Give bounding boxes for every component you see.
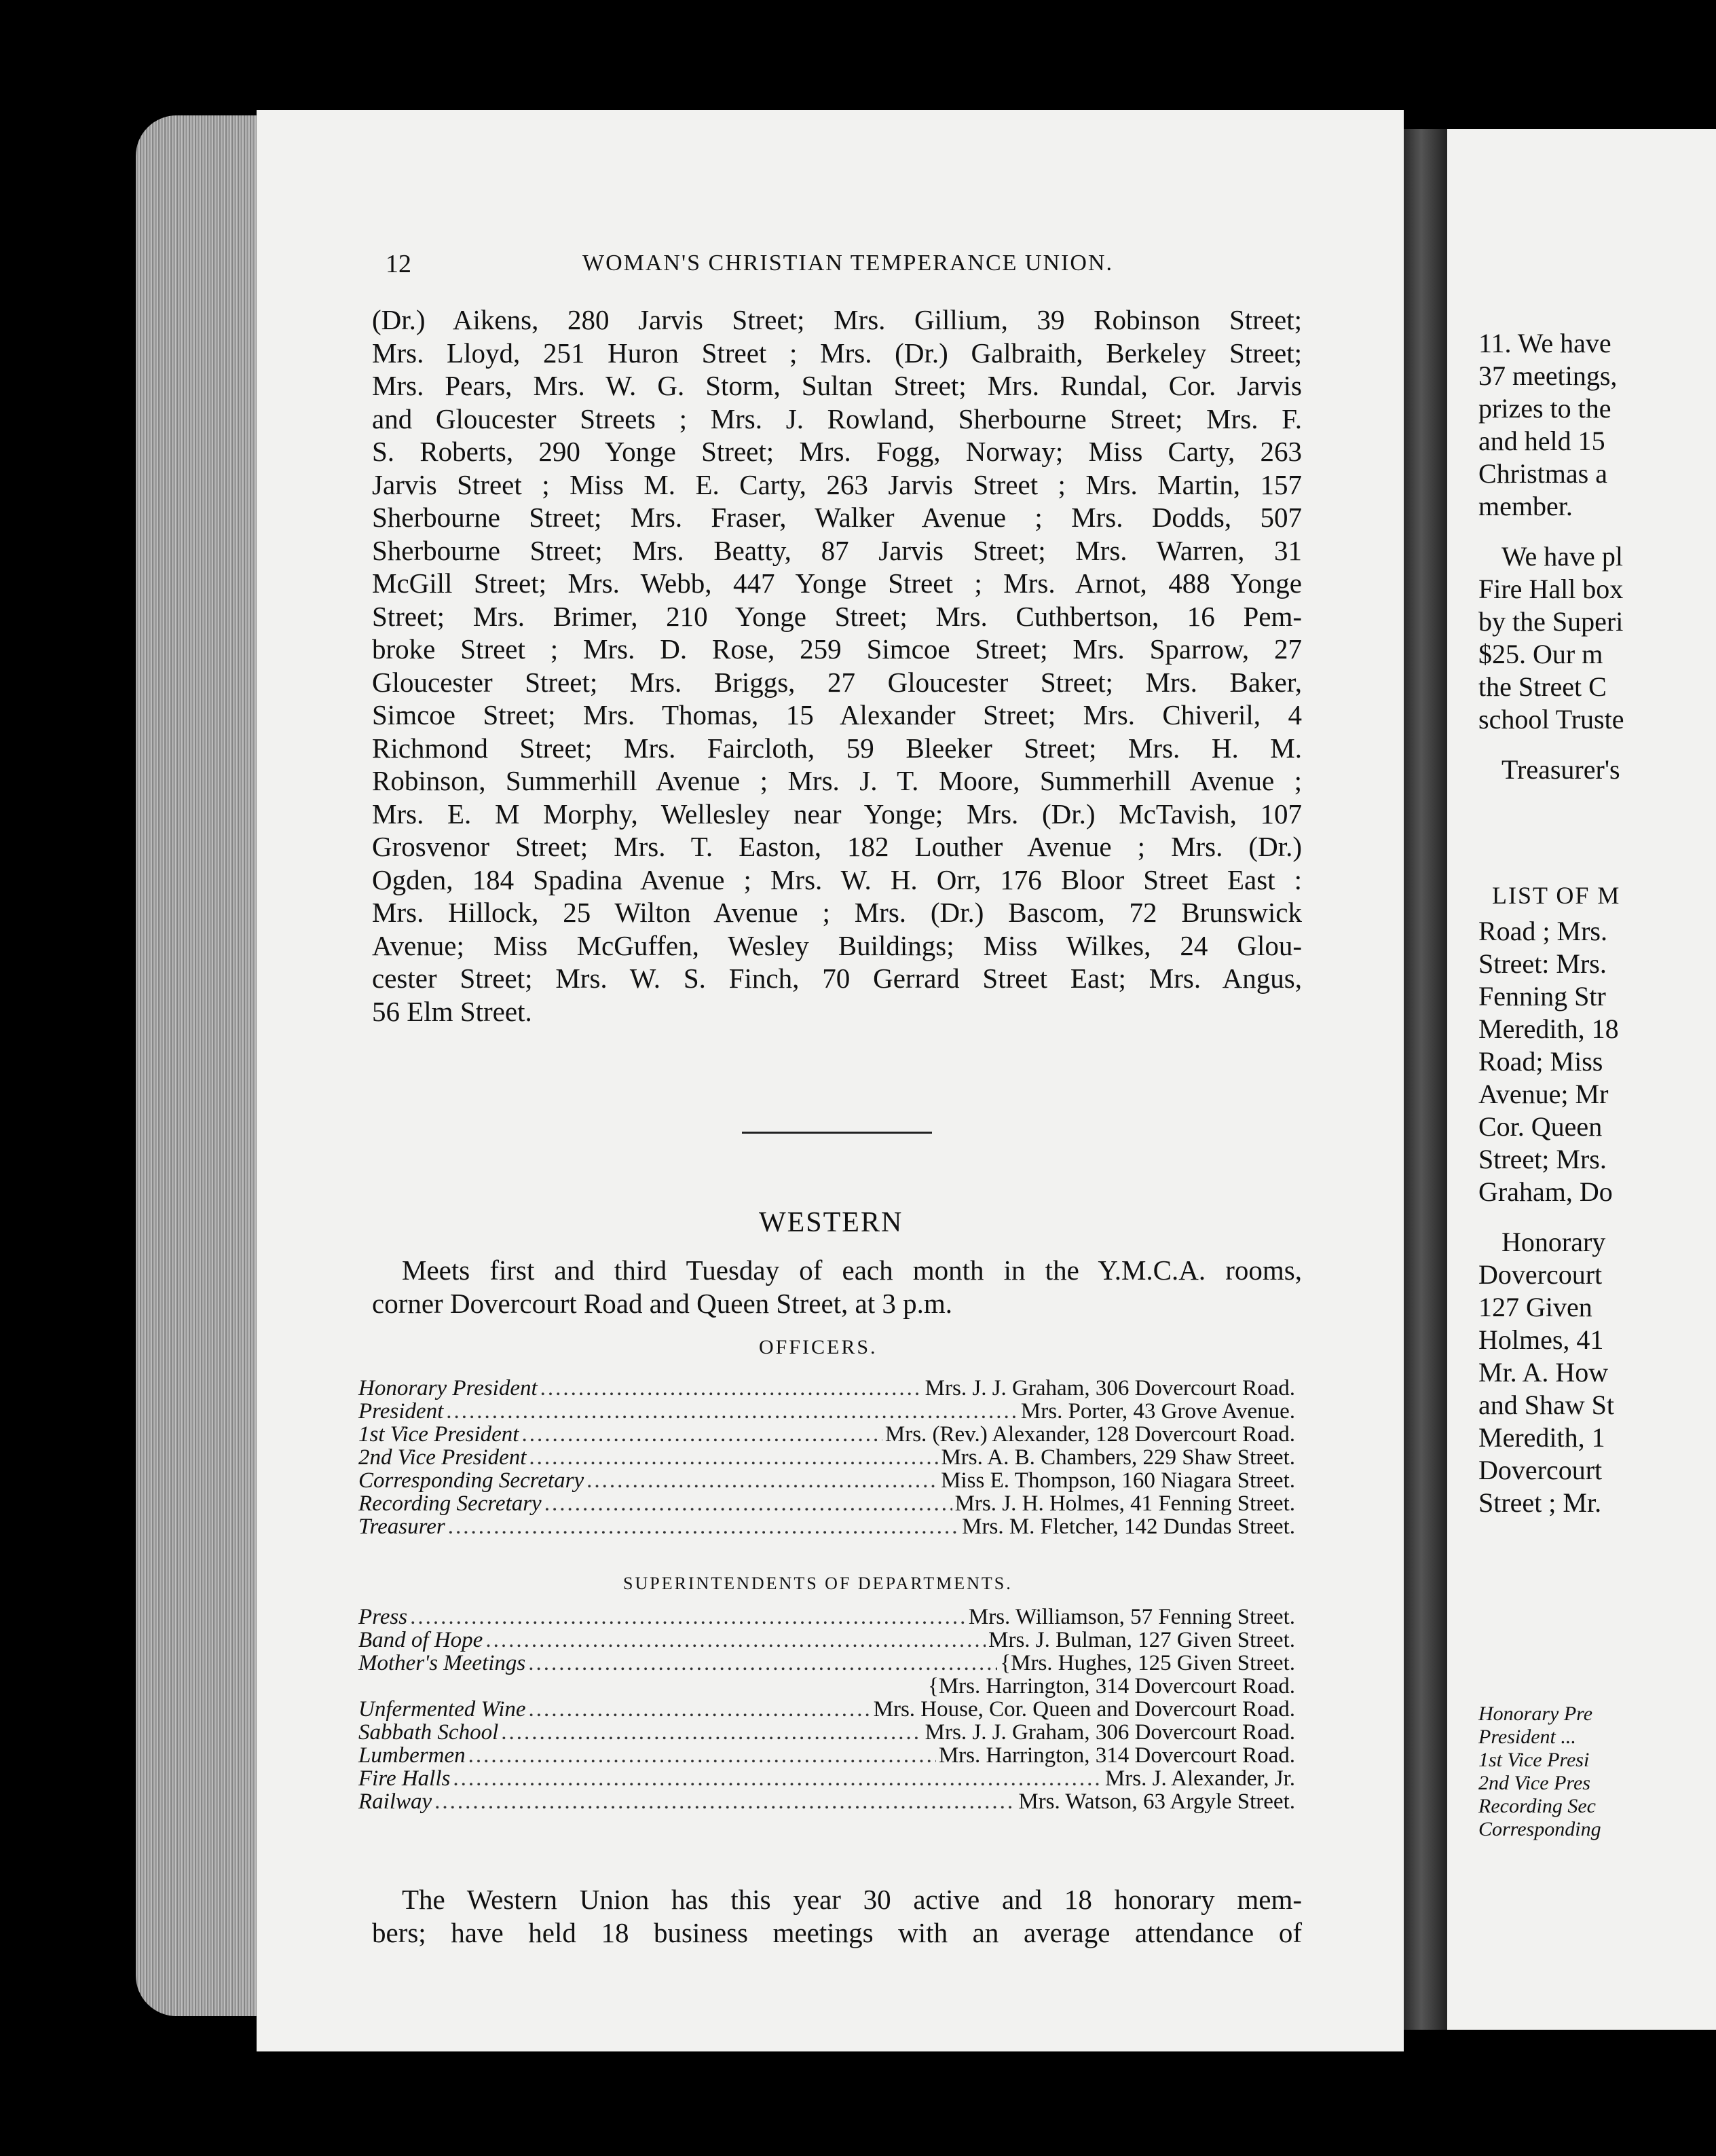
- text-line: Mrs. E. M Morphy, Wellesley near Yonge; Mrs. (Dr.) McTavish, 107: [372, 798, 1302, 830]
- superintendent-name: {Mrs. Harrington, 314 Dovercourt Road.: [928, 1674, 1295, 1698]
- right-italic-fragment: Honorary Pre: [1478, 1703, 1593, 1725]
- department-name: Fire Halls: [358, 1766, 451, 1791]
- officer-row: [358, 1400, 1295, 1423]
- officer-name: Mrs. J. J. Graham, 306 Dovercourt Road.: [925, 1376, 1295, 1400]
- right-fragment: 37 meetings,: [1478, 360, 1618, 391]
- right-fragment: school Truste: [1478, 704, 1624, 735]
- right-fragment: 127 Given: [1478, 1292, 1592, 1322]
- superintendent-row: [358, 1790, 1295, 1813]
- superintendent-name: Mrs. Harrington, 314 Dovercourt Road.: [938, 1743, 1295, 1768]
- text-line: (Dr.) Aikens, 280 Jarvis Street; Mrs. Gillium, 39 Robinson Street;: [372, 304, 1302, 335]
- meeting-info-line: Meets first and third Tuesday of each month in the Y.M.C.A. rooms,: [402, 1254, 1302, 1286]
- leader-dots: [529, 1446, 938, 1469]
- text-line: S. Roberts, 290 Yonge Street; Mrs. Fogg, Norway; Miss Carty, 263: [372, 436, 1302, 467]
- text-line: Mrs. Pears, Mrs. W. G. Storm, Sultan Street; Mrs. Rundal, Cor. Jarvis: [372, 370, 1302, 401]
- officer-name: Mrs. (Rev.) Alexander, 128 Dovercourt Road.: [884, 1422, 1295, 1447]
- right-italic-fragment: 2nd Vice Pres: [1478, 1772, 1590, 1794]
- leader-dots: [446, 1400, 1018, 1423]
- officer-row: [358, 1492, 1295, 1515]
- right-fragment: Dovercourt: [1478, 1259, 1603, 1290]
- right-fragment: Fenning Str: [1478, 981, 1606, 1011]
- text-line: McGill Street; Mrs. Webb, 447 Yonge Street ; Mrs. Arnot, 488 Yonge: [372, 568, 1302, 599]
- right-fragment: Treasurer's: [1502, 754, 1620, 785]
- leader-dots: [544, 1492, 952, 1515]
- section-divider: [742, 1132, 932, 1134]
- text-line: Grosvenor Street; Mrs. T. Easton, 182 Louther Avenue ; Mrs. (Dr.): [372, 831, 1302, 862]
- department-name: Band of Hope: [358, 1628, 483, 1652]
- superintendent-row: [358, 1721, 1295, 1744]
- right-fragment: We have pl: [1502, 541, 1623, 572]
- text-line: and Gloucester Streets ; Mrs. J. Rowland, Sherbourne Street; Mrs. F.: [372, 403, 1302, 434]
- officer-role: Recording Secretary: [358, 1491, 542, 1516]
- right-italic-fragment: Recording Sec: [1478, 1795, 1596, 1817]
- superintendent-row: [358, 1675, 1295, 1698]
- officer-role: Honorary President: [358, 1376, 538, 1400]
- text-line: Street; Mrs. Brimer, 210 Yonge Street; Mrs. Cuthbertson, 16 Pem-: [372, 600, 1302, 632]
- text-line: Mrs. Lloyd, 251 Huron Street ; Mrs. (Dr.) Galbraith, Berkeley Street;: [372, 337, 1302, 369]
- right-fragment: the Street C: [1478, 671, 1607, 702]
- text-line: Jarvis Street ; Miss M. E. Carty, 263 Jarvis Street ; Mrs. Martin, 157: [372, 468, 1302, 500]
- leader-dots: [468, 1744, 936, 1767]
- officer-role: Corresponding Secretary: [358, 1468, 584, 1493]
- right-fragment: Avenue; Mr: [1478, 1079, 1609, 1109]
- left-page: [257, 110, 1404, 2051]
- superintendent-row: [358, 1629, 1295, 1652]
- superintendent-name: Mrs. Williamson, 57 Fenning Street.: [968, 1605, 1295, 1629]
- right-fragment: Road; Miss: [1478, 1046, 1603, 1077]
- right-fragment: Christmas a: [1478, 458, 1607, 489]
- right-fragment: and Shaw St: [1478, 1390, 1614, 1420]
- right-fragment: Fire Hall box: [1478, 574, 1624, 604]
- text-line: Gloucester Street; Mrs. Briggs, 27 Gloucester Street; Mrs. Baker,: [372, 666, 1302, 698]
- meeting-info-line: corner Dovercourt Road and Queen Street, at 3 p.m.: [372, 1287, 953, 1319]
- text-line: Ogden, 184 Spadina Avenue ; Mrs. W. H. Orr, 176 Bloor Street East :: [372, 863, 1302, 895]
- officer-row: [358, 1423, 1295, 1446]
- leader-dots: [528, 1652, 997, 1675]
- officer-row: [358, 1515, 1295, 1538]
- superintendent-row: [358, 1605, 1295, 1629]
- right-fragment: Street: Mrs.: [1478, 948, 1607, 979]
- book-gutter: [1404, 129, 1447, 2030]
- right-fragment: Meredith, 18: [1478, 1014, 1619, 1044]
- meeting-info: [372, 1254, 1302, 1320]
- right-fragment: Road ; Mrs.: [1478, 916, 1607, 946]
- text-line: The Western Union has this year 30 active and 18 honorary mem-: [402, 1884, 1302, 1915]
- superintendents-heading: SUPERINTENDENTS OF DEPARTMENTS.: [623, 1574, 1013, 1593]
- officer-name: Mrs. A. B. Chambers, 229 Shaw Street.: [941, 1445, 1295, 1470]
- text-line: Robinson, Summerhill Avenue ; Mrs. J. T. Moore, Summerhill Avenue ;: [372, 765, 1302, 796]
- text-line: broke Street ; Mrs. D. Rose, 259 Simcoe Street; Mrs. Sparrow, 27: [372, 633, 1302, 665]
- department-name: Unfermented Wine: [358, 1697, 526, 1722]
- officer-row: [358, 1446, 1295, 1469]
- officer-name: Mrs. J. H. Holmes, 41 Fenning Street.: [954, 1491, 1295, 1516]
- text-line: bers; have held 18 business meetings with an average attendance of: [372, 1916, 1302, 1948]
- superintendents-list: [358, 1605, 1295, 1813]
- officer-role: 1st Vice President: [358, 1422, 519, 1447]
- right-fragment: Holmes, 41: [1478, 1324, 1604, 1355]
- leader-dots: [434, 1790, 1015, 1813]
- right-fragment: Honorary: [1502, 1227, 1606, 1257]
- right-fragment: Meredith, 1: [1478, 1422, 1605, 1453]
- leader-dots: [501, 1721, 922, 1744]
- right-fragment: member.: [1478, 491, 1573, 521]
- right-fragment: $25. Our m: [1478, 639, 1603, 669]
- text-line: Mrs. Hillock, 25 Wilton Avenue ; Mrs. (Dr.) Bascom, 72 Brunswick: [372, 897, 1302, 928]
- right-fragment: prizes to the: [1478, 393, 1611, 424]
- officer-role: 2nd Vice President: [358, 1445, 527, 1470]
- right-italic-fragment: Corresponding: [1478, 1818, 1601, 1840]
- department-name: Mother's Meetings: [358, 1651, 526, 1675]
- officer-name: Miss E. Thompson, 160 Niagara Street.: [941, 1468, 1295, 1493]
- leader-dots: [410, 1605, 966, 1629]
- book-page-edges: [136, 115, 258, 2016]
- officer-role: Treasurer: [358, 1514, 445, 1539]
- officer-name: Mrs. Porter, 43 Grove Avenue.: [1020, 1399, 1295, 1424]
- section-title: WESTERN: [759, 1207, 903, 1238]
- superintendent-row: [358, 1652, 1295, 1675]
- leader-dots: [485, 1629, 986, 1652]
- officer-row: [358, 1377, 1295, 1400]
- department-name: Railway: [358, 1789, 432, 1814]
- superintendent-name: Mrs. J. J. Graham, 306 Dovercourt Road.: [925, 1720, 1295, 1745]
- right-fragment: LIST OF M: [1492, 882, 1621, 909]
- leader-dots: [521, 1423, 882, 1446]
- right-fragment: Graham, Do: [1478, 1176, 1613, 1207]
- department-name: Sabbath School: [358, 1720, 499, 1745]
- text-line: Avenue; Miss McGuffen, Wesley Buildings; Miss Wilkes, 24 Glou-: [372, 929, 1302, 961]
- superintendent-name: Mrs. J. Bulman, 127 Given Street.: [988, 1628, 1295, 1652]
- running-title: WOMAN'S CHRISTIAN TEMPERANCE UNION.: [582, 250, 1113, 276]
- department-name: Lumbermen: [358, 1743, 466, 1768]
- leader-dots: [540, 1377, 922, 1400]
- text-line: 56 Elm Street.: [372, 995, 532, 1027]
- right-fragment: Mr. A. How: [1478, 1357, 1609, 1388]
- right-fragment: by the Superi: [1478, 606, 1624, 637]
- right-italic-fragment: 1st Vice Presi: [1478, 1749, 1590, 1771]
- leader-dots: [529, 1698, 871, 1721]
- superintendent-name: Mrs. House, Cor. Queen and Dovercourt Road.: [873, 1697, 1295, 1722]
- superintendent-row: [358, 1744, 1295, 1767]
- right-fragment: Street; Mrs.: [1478, 1144, 1607, 1174]
- text-line: Richmond Street; Mrs. Faircloth, 59 Bleeker Street; Mrs. H. M.: [372, 732, 1302, 764]
- right-fragment: Dovercourt: [1478, 1455, 1603, 1485]
- officer-name: Mrs. M. Fletcher, 142 Dundas Street.: [962, 1514, 1295, 1539]
- right-fragment: and held 15: [1478, 426, 1605, 456]
- superintendent-name: Mrs. Watson, 63 Argyle Street.: [1018, 1789, 1295, 1814]
- right-page: [1447, 129, 1716, 2030]
- officer-role: President: [358, 1399, 444, 1424]
- right-fragment: Street ; Mr.: [1478, 1487, 1602, 1518]
- superintendent-name: {Mrs. Hughes, 125 Given Street.: [1000, 1651, 1295, 1675]
- page-number: 12: [386, 250, 411, 278]
- text-line: Sherbourne Street; Mrs. Beatty, 87 Jarvis Street; Mrs. Warren, 31: [372, 534, 1302, 566]
- page-header: [386, 249, 1404, 290]
- text-line: cester Street; Mrs. W. S. Finch, 70 Gerrard Street East; Mrs. Angus,: [372, 963, 1302, 994]
- leader-dots: [586, 1469, 938, 1492]
- officers-list: [358, 1377, 1295, 1538]
- officers-heading: OFFICERS.: [759, 1336, 878, 1358]
- leader-dots: [448, 1515, 959, 1538]
- superintendent-row: [358, 1698, 1295, 1721]
- right-fragment: Cor. Queen: [1478, 1111, 1603, 1142]
- officer-row: [358, 1469, 1295, 1492]
- leader-dots: [453, 1767, 1102, 1790]
- department-name: Press: [358, 1605, 408, 1629]
- right-fragment: 11. We have: [1478, 328, 1611, 358]
- text-line: Sherbourne Street; Mrs. Fraser, Walker Avenue ; Mrs. Dodds, 507: [372, 502, 1302, 533]
- closing-paragraph: [372, 1883, 1302, 1949]
- superintendent-row: [358, 1767, 1295, 1790]
- text-line: Simcoe Street; Mrs. Thomas, 15 Alexander Street; Mrs. Chiveril, 4: [372, 699, 1302, 730]
- member-list-paragraph: [372, 303, 1302, 1028]
- right-italic-fragment: President ...: [1478, 1726, 1576, 1748]
- superintendent-name: Mrs. J. Alexander, Jr.: [1104, 1766, 1295, 1791]
